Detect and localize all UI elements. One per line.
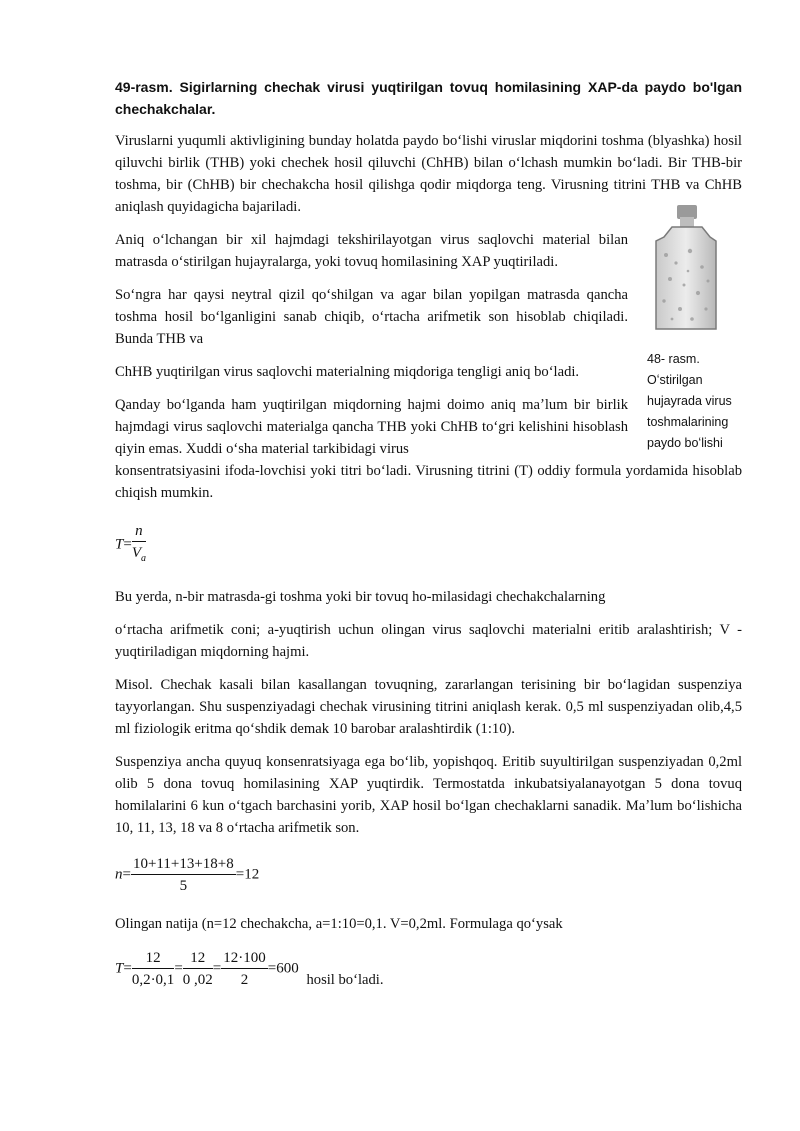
paragraph-5-part-2: konsentratsiyasini ifoda-lovchisi yoki titri boʻladi. Virusning titrini (T) oddiy formula yordamida hisoblab chiqish mumkin. [115,463,742,501]
formula-calc-f2-denominator: 0 ,02 [182,972,213,988]
paragraph-8: Misol. Chechak kasali bilan kasallangan tovuqning, zararlangan terisining bir boʻlagidan suspenziya tayyorlangan. Shu suspenziyadagi chechak virusining titrini aniqlash kerak. 0,5 ml suspenziyadan olib,4,5 ml fiziologik eritma qoʻshdik demak 10 barobar aralashtirdik (1:10). [115,677,742,737]
paragraph-3: Soʻngra har qaysi neytral qizil qoʻshilgan va agar bilan yopilgan matrasda qancha toshma hosil boʻlganligini sanab chiqib, oʻrtacha arifmetik son hisoblab chiqiladi. Bunda THB va [115,287,628,347]
culture-flask-illustration [650,205,726,333]
formula-titre-lhs: T [115,536,124,553]
figure-48-flask-image [650,205,742,338]
figure-48-caption: 48- rasm. Oʻstirilgan hujayrada virus toshmalarining paydo boʻlishi [647,352,732,450]
paragraph-2: Aniq oʻlchangan bir xil hajmdagi tekshirilayotgan virus saqlovchi material bilan matrasda oʻstirilgan hujayralarga, yoki tovuq homilasining XAP yuqtiriladi. [115,232,628,270]
figure-49-caption: 49-rasm. Sigirlarning chechak virusi yuqtirilgan tovuq homilasining XAP-da paydo bo'lgan chechakchalar. [115,79,742,117]
paragraph-9: Suspenziya ancha quyuq konsenratsiyaga ega boʻlib, yopishqoq. Eritib suyultirilgan suspenziyadan 0,2ml olib 5 dona tovuq homilasining XAP yuqtirdik. Termostatda inkubatsiyalanayotgan 5 dona tovuq homilalarini 6 kun oʻtgach barchasini yorib, XAP hosil boʻlgan chechaklarni sanadik. Maʼlum boʻlishicha 10, 11, 13, 18 va 8 oʻrtacha arifmetik son. [115,754,742,836]
formula-calc-f1-denominator: 0,2·0,1 [131,972,175,988]
formula-mean-numerator: 10+11+13+18+8 [131,855,236,875]
formula-calc-result: =600 [267,960,299,977]
document-body [115,76,742,999]
paragraph-4: ChHB yuqtirilgan virus saqlovchi materialning miqdoriga tengligi aniq boʻladi. [115,364,580,380]
formula-titre: T= $\frac{n}{V_a}$ [115,522,742,570]
formula-calc-f3-denominator: 2 [240,972,249,988]
paragraph-10: Olingan natija (n=12 chechakcha, a=1:10=0,1. V=0,2ml. Formulaga qoʻysak [115,916,563,932]
formula-mean-fraction [131,855,236,895]
formula-titre-numerator: n [132,522,146,542]
formula-mean: n= $\frac{10+11+13+18+8}{5}$ =12 [115,856,260,894]
formula-titre-fraction [132,522,146,568]
formula-calc-f3-numerator: 12·100 [221,949,268,969]
formula-titre-subscript: a [140,553,146,564]
formula-mean-denominator: 5 [179,878,188,894]
formula-mean-result: =12 [235,866,260,883]
formula-calc-lhs: T [115,960,124,977]
formula-calc-tail-text: hosil boʻladi. [306,972,384,989]
formula-calc-fraction-2 [183,949,213,989]
formula-calc-f2-numerator: 12 [183,949,213,969]
formula-mean-lhs: n [115,866,123,883]
paragraph-7: oʻrtacha arifmetik coni; a-yuqtirish uchun olingan virus saqlovchi materialni eritib aralashtirish; V - yuqtiriladigan miqdorning hajmi. [115,622,742,660]
formula-calc-fraction-1 [132,949,175,989]
formula-titre-denominator: V [131,545,141,561]
formula-calc-fraction-3 [221,949,268,989]
formula-calc-f1-numerator: 12 [132,949,175,969]
paragraph-5-part-1: Qanday boʻlganda ham yuqtirilgan miqdorning hajmi doimo aniq maʼlum bir birlik hajmdagi virus saqlovchi materialga qancha THB yoki ChHB toʻgri kelishini hisoblash qiyin emas. Xuddi oʻsha material tarkibidagi virus [115,397,628,457]
formula-calculation: T= $\frac{12}{0,2\cdot 0,1}$ = $\frac{12}{0 ,02}$ = $\frac{12\cdot 100}{2}$ =600 hosil boʻladi. [115,950,384,989]
paragraph-1: Viruslarni yuqumli aktivligining bunday holatda paydo boʻlishi viruslar miqdorini toshma (blyashka) hosil qiluvchi birlik (THB) yoki chechek hosil qiluvchi (ChHB) bilan oʻlchash mumkin boʻladi. Bir THB-bir toshma, bir (ChHB) bir chechakcha hosil qilishga qodir miqdorga teng. Virusning titrini THB va ChHB aniqlash quyidagicha bajariladi. [115,133,742,215]
paragraph-6: Bu yerda, n-bir matrasda-gi toshma yoki bir tovuq ho-milasidagi chechakchalarning [115,589,606,605]
